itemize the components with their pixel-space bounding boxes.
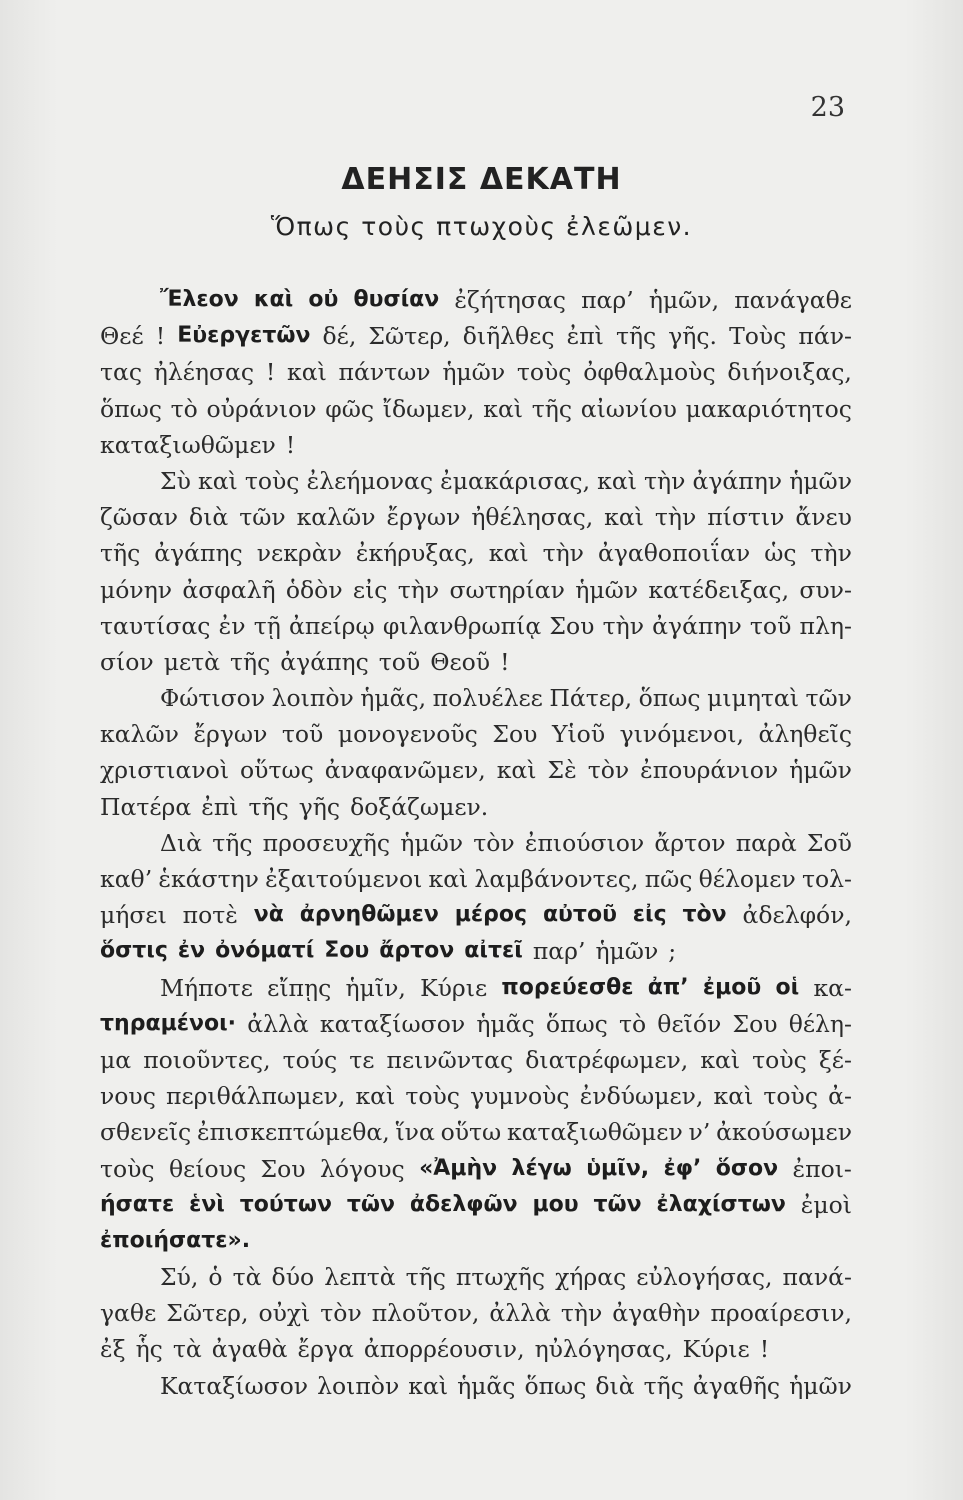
text-line: Καταξίωσον λοιπὸν καὶ ἡμᾶς ὅπως διὰ τῆς ἀγαθῆς ἡμῶν xyxy=(160,1371,852,1400)
text-line: Σύ, ὁ τὰ δύο λεπτὰ τῆς πτωχῆς χήρας εὐλογήσας, πανά- xyxy=(160,1263,852,1292)
text-line: σίον μετὰ τῆς ἀγάπης τοῦ Θεοῦ ! xyxy=(100,647,510,676)
text-line: ἐξ ἧς τὰ ἀγαθὰ ἔργα ἀπορρέουσιν, ηὐλόγησας, Κύριε ! xyxy=(100,1335,770,1364)
text-line: ὅπως τὸ οὐράνιον φῶς ἴδωμεν, καὶ τῆς αἰωνίου μακαριότητος xyxy=(100,394,852,423)
text-line: χριστιανοὶ οὕτως ἀναφανῶμεν, καὶ Σὲ τὸν ἐπουράνιον ἡμῶν xyxy=(100,756,852,785)
text-line: ἐποιήσατε». xyxy=(100,1227,251,1253)
text-line: Πατέρα ἐπὶ τῆς γῆς δοξάζωμεν. xyxy=(100,792,489,821)
text-line: τας ἠλέησας ! καὶ πάντων ἡμῶν τοὺς ὀφθαλμοὺς διήνοιξας, xyxy=(100,358,852,387)
text-line: μόνην ἀσφαλῆ ὁδὸν εἰς τὴν σωτηρίαν ἡμῶν κατέδειξας, συν- xyxy=(100,575,852,604)
text-line: καλῶν ἔργων τοῦ μονογενοῦς Σου Υἱοῦ γινόμενοι, ἀληθεῖς xyxy=(100,720,852,749)
text-line: Ἔλεον καὶ οὐ θυσίαν ἐζήτησας παρ’ ἡμῶν, πανάγαθε xyxy=(160,286,852,314)
prayer-text xyxy=(100,282,852,1404)
text-line: Μήποτε εἴπῃς ἡμῖν, Κύριε πορεύεσθε ἀπ’ ἐμοῦ οἱ κα- xyxy=(160,973,852,1002)
text-line: ταυτίσας ἐν τῇ ἀπείρῳ φιλανθρωπίᾳ Σου τὴν ἀγάπην τοῦ πλη- xyxy=(100,611,852,640)
page-title: ΔΕΗΣΙΣ ΔΕΚΑΤΗ xyxy=(341,162,622,197)
text-line: Θεέ ! Εὐεργετῶν δέ, Σῶτερ, διῆλθες ἐπὶ τῆς γῆς. Τοὺς πάν- xyxy=(100,322,852,351)
text-line: μα ποιοῦντες, τούς τε πεινῶντας διατρέφωμεν, καὶ τοὺς ξέ- xyxy=(100,1045,852,1074)
text-line: τοὺς θείους Σου λόγους «Ἀμὴν λέγω ὑμῖν, ἐφ’ ὅσον ἐποι- xyxy=(100,1154,852,1183)
page-number: 23 xyxy=(810,92,845,123)
text-line: ήσατε ἑνὶ τούτων τῶν ἀδελφῶν μου τῶν ἐλαχίστων ἐμοὶ xyxy=(100,1190,852,1219)
page-subtitle: Ὅπως τοὺς πτωχοὺς ἐλεῶμεν. xyxy=(270,212,693,241)
text-line: μήσει ποτὲ νὰ ἀρνηθῶμεν μέρος αὐτοῦ εἰς τὸν ἀδελφόν, xyxy=(100,901,852,930)
text-line: ὅστις ἐν ὀνόματί Σου ἄρτον αἰτεῖ παρ’ ἡμῶν ; xyxy=(100,937,677,966)
text-line: γαθε Σῶτερ, οὐχὶ τὸν πλοῦτον, ἀλλὰ τὴν ἀγαθὴν προαίρεσιν, xyxy=(100,1299,852,1328)
text-line: καθ’ ἑκάστην ἐξαιτούμενοι καὶ λαμβάνοντες, πῶς θέλομεν τολ- xyxy=(100,865,852,893)
text-line: ζῶσαν διὰ τῶν καλῶν ἔργων ἠθέλησας, καὶ τὴν πίστιν ἄνευ xyxy=(100,503,852,532)
text-line: τηραμένοι· ἀλλὰ καταξίωσον ἡμᾶς ὅπως τὸ θεῖόν Σου θέλη- xyxy=(100,1009,852,1038)
text-line: Σὺ καὶ τοὺς ἐλεήμονας ἐμακάρισας, καὶ τὴν ἀγάπην ἡμῶν xyxy=(160,466,852,495)
text-line: Διὰ τῆς προσευχῆς ἡμῶν τὸν ἐπιούσιον ἄρτον παρὰ Σοῦ xyxy=(160,828,852,857)
text-line: Φώτισον λοιπὸν ἡμᾶς, πολυέλεε Πάτερ, ὅπως μιμηταὶ τῶν xyxy=(160,684,852,713)
text-line: καταξιωθῶμεν ! xyxy=(100,430,296,459)
text-line: τῆς ἀγάπης νεκρὰν ἐκήρυξας, καὶ τὴν ἀγαθοποιΐαν ὡς τὴν xyxy=(100,539,852,568)
text-line: σθενεῖς ἐπισκεπτώμεθα, ἵνα οὕτω καταξιωθῶμεν ν’ ἀκούσωμεν xyxy=(100,1118,852,1147)
text-line: νους περιθάλπωμεν, καὶ τοὺς γυμνοὺς ἐνδύωμεν, καὶ τοὺς ἀ- xyxy=(100,1082,852,1111)
